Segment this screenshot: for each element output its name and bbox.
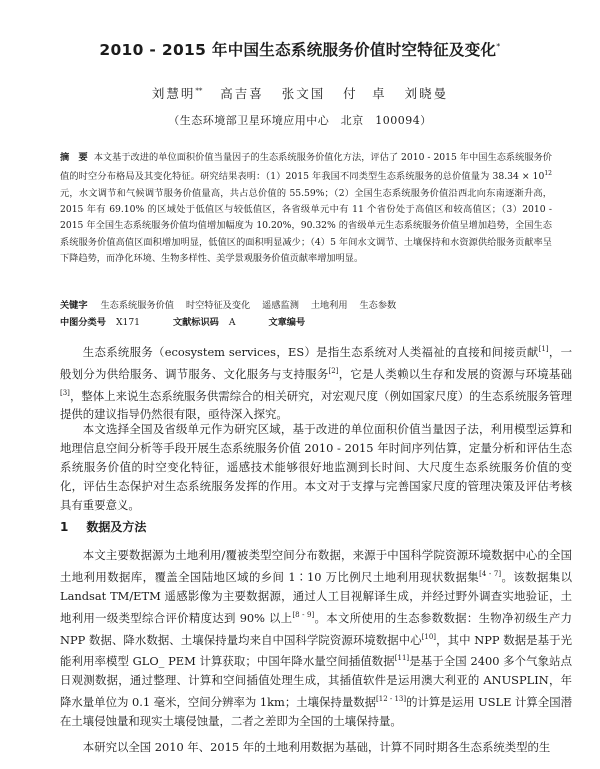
author-name: 张文国 [281, 86, 326, 101]
doc-code-label: 文献标识码 [172, 317, 219, 328]
keyword: 遥感监测 [262, 300, 299, 311]
section-title: 数据及方法 [86, 520, 147, 534]
section-number: 1 [60, 520, 69, 534]
author-name: 付 卓 [343, 86, 387, 101]
title-footnote-mark: * [496, 41, 501, 51]
author-mark: ** [195, 86, 203, 95]
body-paragraph-4 [60, 738, 572, 757]
keywords [60, 298, 552, 314]
body-paragraph-3 [60, 546, 572, 731]
author-name: 刘慧明 [151, 86, 196, 101]
body-text: ，它是人类赖以生存和发展的资源与环境基础 [338, 366, 572, 381]
body-text: 。该数据集以 Landsat TM/ETM 遥感影像为主要数据源，通过人工目视解译生成，并经过野外调查实地验证，土地利用一级类型综合评价精度达到 90% 以上 [60, 569, 572, 625]
citation: [2] [328, 366, 339, 375]
author-name: 高吉喜 [220, 86, 264, 101]
keyword: 时空特征及变化 [185, 300, 251, 311]
body-text: ，其中 NPP 数据是基于光能利用率模型 GLO_ PEM 计算获取；中国年降水量空间插值数据 [60, 632, 572, 669]
body-text: ，整体上来说生态系统服务供需综合的相关研究，对宏观尺度（例如国家尺度）的生态系统服务管理提供的建议指导仍然很有限，亟待深入探究。 [60, 388, 572, 422]
body-text: 生态系统服务（ecosystem services，ES）是指生态系统对人类福祉的直接和间接贡献 [82, 344, 539, 359]
abstract-text-cont: 元，水文调节和气候调节服务价值量高，共占总价值的 55.59%；（2）全国生态系统服务价值沿西北向东南逐渐升高，2015 年有 69.10% 的区域处于低值区与较低值区，各省级单元中有 11 个省份处于高值区和较高值区；（3）2010 - 2015 年全国生态系统服务价值均值增加幅度为 10.20%，90.32% 的省级单元生态系统服务价值呈增加趋势，全国生态系统服务价值高值区面积增加明显，低值区的面积明显减少；（4）5 年间水文调节、土壤保持和水资源供给服务贡献率呈下降趋势，而净化环境、生物多样性、美学景观服务价值贡献率增加明显。 [60, 187, 552, 264]
keywords-label: 关键字 [60, 300, 88, 311]
classification-info [60, 315, 552, 331]
clc-label: 中图分类号 [60, 317, 106, 328]
body-text: 本文选择全国及省级单元作为研究区域，基于改进的单位面积价值当量因子法，利用模型运算和地理信息空间分析等手段开展生态系统服务价值 2010 - 2015 年时间序列估算，定量分析和评估生态系统服务价值的时空变化特征，遥感技术能够很好地监测到长时间、大尺度生态系统服务价值的变化，评估生态保护对生态系统服务发挥的作用。本文对于支撑与完善国家尺度的管理决策及评估考核具有重要意义。 [60, 422, 572, 512]
clc-value: X171 [115, 317, 141, 328]
body-text: 本文主要数据源为土地利用/覆被类型空间分布数据，来源于中国科学院资源环境数据中心的全国土地利用数据库，覆盖全国陆地区域的乡间 1∶10 万比例尺土地利用现状数据集 [60, 548, 572, 584]
keyword: 土地利用 [310, 300, 348, 311]
citation: [1] [538, 345, 549, 353]
section-heading [60, 518, 146, 535]
doc-code-value: A [228, 317, 236, 328]
citation: [11] [394, 654, 410, 663]
body-text: 的计算是运用 USLE 计算全国潜在土壤侵蚀量和现实土壤侵蚀量，二者之差即为全国的土壤保持量。 [60, 694, 572, 728]
article-number-label: 文章编号 [268, 317, 306, 328]
body-paragraph-2 [60, 420, 572, 515]
author-list [0, 84, 600, 102]
body-text: ，一般划分为供给服务、调节服务、文化服务与支持服务 [60, 344, 572, 381]
citation: [12 - 13] [376, 695, 407, 704]
keyword: 生态参数 [359, 300, 397, 311]
affiliation: （生态环境部卫星环境应用中心 北京 100094） [168, 114, 432, 127]
citation: [8 - 9] [292, 610, 315, 619]
paper-title [0, 38, 600, 60]
citation: [4 - 7] [479, 570, 502, 578]
body-text: 。本文所使用的生态参数数据：生物净初级生产力 NPP 数据、降水数据、土壤保持量均来自中国科学院资源环境数据中心 [60, 610, 572, 647]
abstract-label: 摘 要 [60, 152, 88, 163]
body-text: 是基于全国 2400 多个气象站点日观测数据，通过整理、计算和空间插值处理生成，其插值软件是运用澳大利亚的 ANUSPLIN，年降水量单位为 0.1 毫米，空间分辨率为 1km；土壤保持量数据 [60, 654, 573, 709]
author-name: 刘晓曼 [404, 86, 449, 101]
keyword: 生态系统服务价值 [100, 300, 174, 311]
citation: [10] [421, 632, 437, 641]
body-text: 本研究以全国 2010 年、2015 年的土地利用数据为基础，计算不同时期各生态系统类型的生 [82, 740, 551, 754]
abstract-exponent: 12 [544, 170, 552, 178]
citation: [3] [60, 388, 70, 397]
abstract [60, 150, 552, 267]
body-paragraph-1 [60, 340, 572, 424]
abstract-text: 本文基于改进的单位面积价值当量因子的生态系统服务价值化方法，评估了 2010 - 2015 年中国生态系统服务价值的时空分布格局及其变化特征。研究结果表明：（1）2015 年我国不同类型生态系统服务的总价值量为 38.34 × 10 [60, 152, 552, 183]
title-text: 2010 - 2015 年中国生态系统服务价值时空特征及变化 [99, 41, 497, 59]
